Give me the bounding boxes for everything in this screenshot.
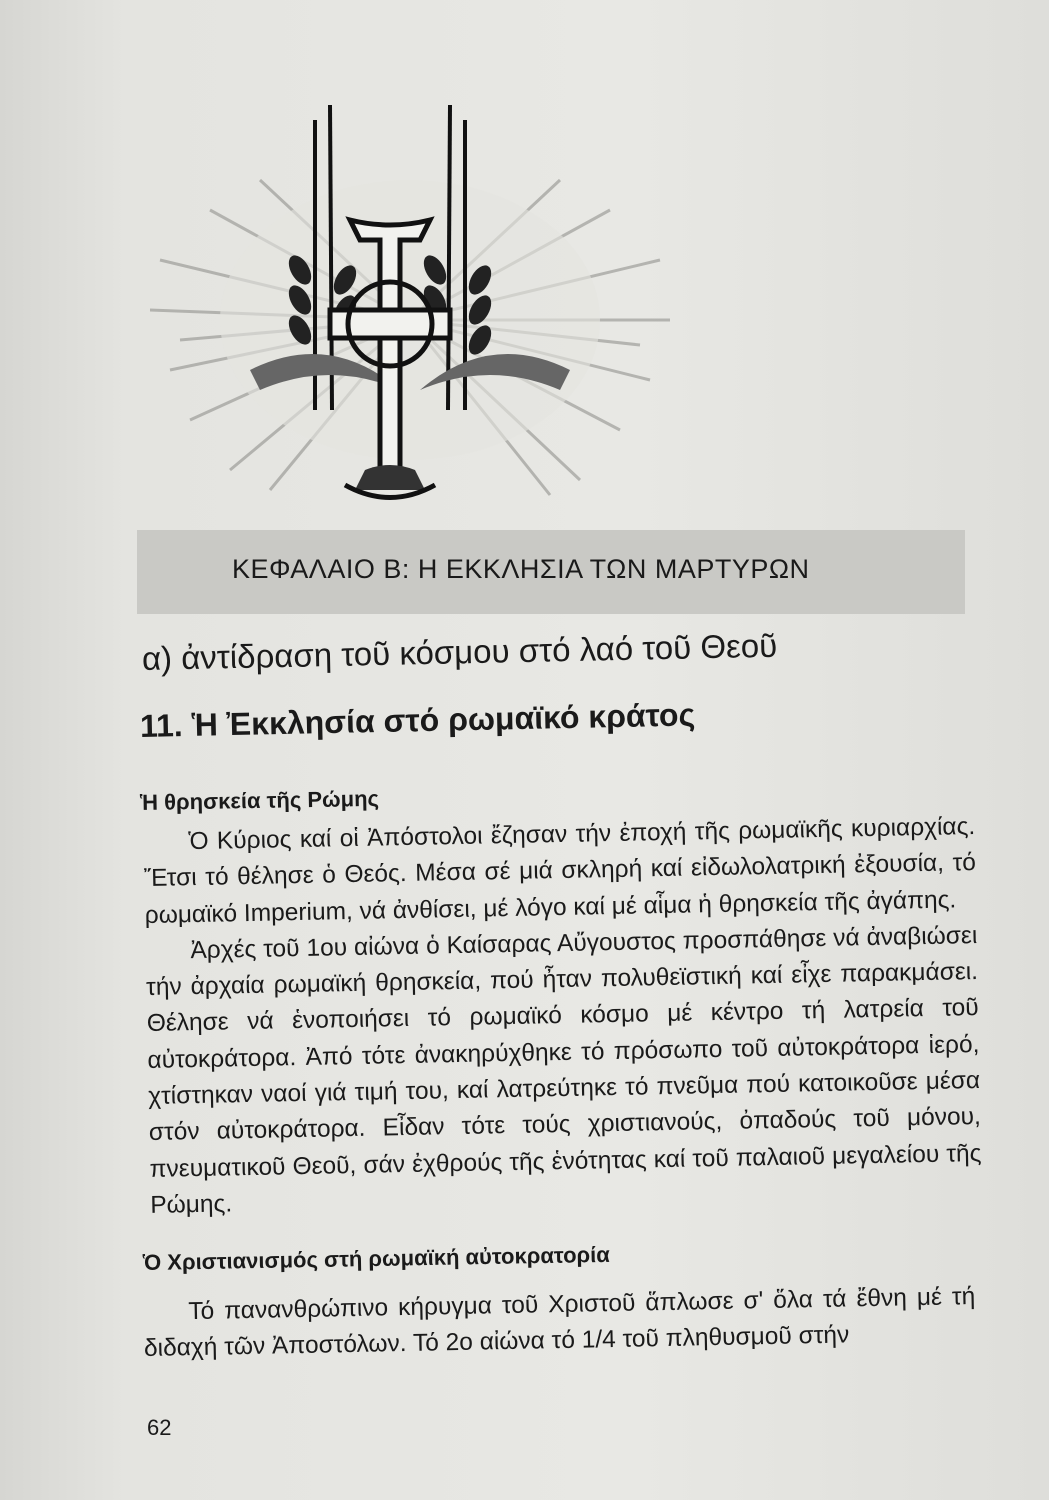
chapter-title: ΚΕΦΑΛΑΙΟ Β: Η ΕΚΚΛΗΣΙΑ ΤΩΝ ΜΑΡΤΥΡΩΝ (232, 554, 810, 584)
body-text-part1 (143, 809, 983, 1224)
page-number: 62 (147, 1415, 172, 1440)
paragraph: Τό πανανθρώπινο κήρυγμα τοῦ Χριστοῦ ἅπλωσε σ' ὅλα τά ἔθνη μέ τή διδαχή τῶν Ἀποστόλων. Τό 2ο αἰώνα τό 1/4 τοῦ πληθυσμοῦ στήν (143, 1283, 976, 1363)
body-text-part2 (143, 1279, 976, 1368)
chapter-banner (137, 530, 965, 614)
paragraph: Ὁ Κύριος καί οἱ Ἀπόστολοι ἔζησαν τήν ἐποχή τῆς ρωμαϊκῆς κυριαρχίας. Ἔτσι τό θέλησε ὁ Θεός. Μέσα σέ μιά σκληρή καί εἰδωλολατρική ἐξουσία, τό ρωμαϊκό Imperium, νά ἀνθίσει, μέ λόγο καί μέ αἷμα ἡ θρησκεία τῆς ἀγάπης. (143, 813, 977, 929)
section-subtitle: α) ἀντίδραση τοῦ κόσμου στό λαό τοῦ Θεοῦ (141, 626, 778, 677)
subheading-religion-of-rome: Ἡ θρησκεία τῆς Ρώμης (139, 785, 380, 815)
subheading-christianity-in-empire: Ὁ Χριστιανισμός στή ρωμαϊκή αὐτοκρατορία (142, 1241, 610, 1275)
section-title: 11. Ἡ Ἐκκλησία στό ρωμαϊκό κράτος (139, 696, 696, 744)
paragraph: Ἀρχές τοῦ 1ου αἰώνα ὁ Καίσαρας Αὔγουστος προσπάθησε νά ἀναβιώσει τήν ἀρχαία ρωμαϊκή θρησκεία, πού ἦταν πολυθεϊστική καί εἶχε παρακμάσει. Θέλησε νά ἑνοποιήσει τό ρωμαϊκό κόσμο μέ κέντρο τή λατρεία τοῦ αὐτοκράτορα. Ἀπό τότε ἀνακηρύχθηκε τό πρόσωπο τοῦ αὐτοκράτορα ἱερό, χτίστηκαν ναοί γιά τιμή του, καί λατρεύτηκε τό πνεῦμα πού κατοικοῦσε μέσα στόν αὐτοκράτορα. Εἶδαν τότε τούς χριστιανούς, ὀπαδούς τοῦ μόνου, πνευματικοῦ Θεοῦ, σάν ἐχθρούς τῆς ἑνότητας καί τοῦ παλαιοῦ μεγαλείου τῆς Ρώμης. (145, 921, 982, 1219)
cross-wheat-emblem-icon (150, 90, 670, 520)
